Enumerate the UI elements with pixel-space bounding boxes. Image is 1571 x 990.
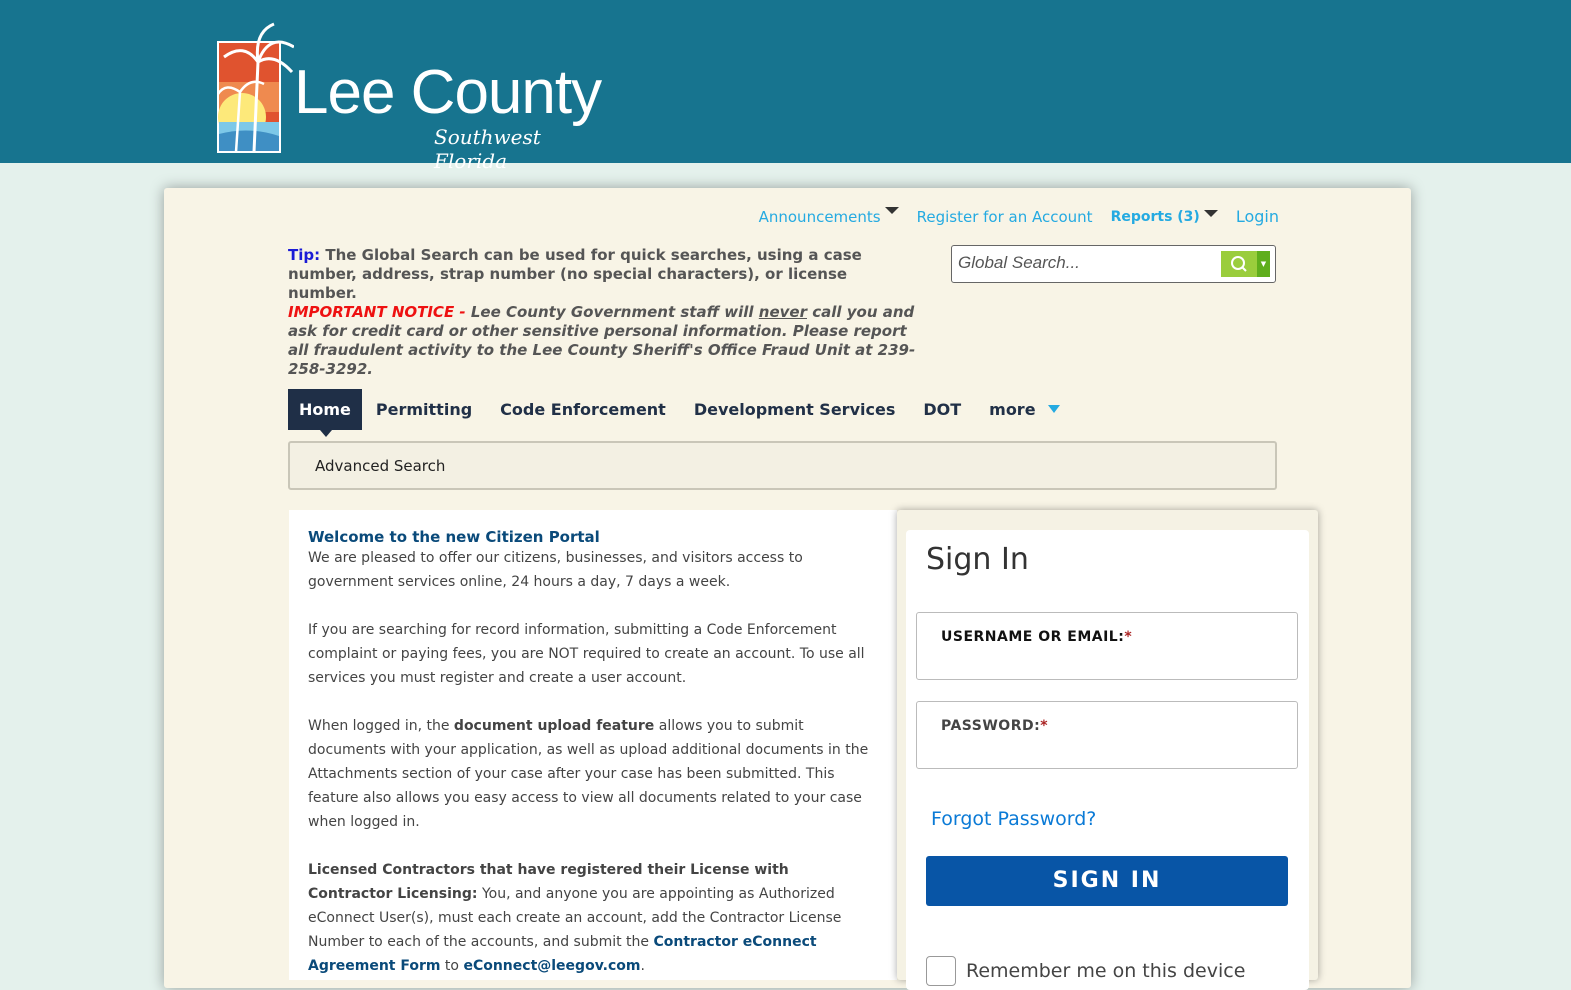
- password-label: PASSWORD:: [941, 718, 1041, 734]
- caret-down-icon: [1204, 210, 1218, 217]
- notice-text-2: call you and ask for credit card or other sensitive personal information. Please report all fraudulent activity to the Lee County Sheriff's Office Fraud Unit at 239-258-3292.: [288, 303, 916, 378]
- agreement-form-link[interactable]: Contractor eConnect Agreement Form: [308, 934, 817, 974]
- notice-label: IMPORTANT NOTICE -: [288, 303, 471, 321]
- nav-more-label: more: [989, 400, 1036, 419]
- welcome-paragraph: We are pleased to offer our citizens, businesses, and visitors access to government services online, 24 hours a day, 7 days a week.: [308, 550, 803, 590]
- announcements-label: Announcements: [758, 208, 881, 226]
- sign-in-panel: [897, 510, 1318, 980]
- tip-text: The Global Search can be used for quick searches, using a case number, address, strap number (no special characters), or license number.: [288, 246, 862, 302]
- lee-county-logo[interactable]: [214, 22, 614, 173]
- nav-permitting[interactable]: Permitting: [375, 400, 473, 419]
- username-label: USERNAME OR EMAIL:: [941, 629, 1125, 645]
- tip-label: Tip:: [288, 246, 321, 264]
- remember-me: [926, 956, 1245, 986]
- upload-paragraph: [308, 714, 878, 834]
- contractor-paragraph: [308, 858, 878, 978]
- required-marker: *: [1040, 718, 1049, 734]
- sign-in-form: [906, 530, 1309, 990]
- logo-title: Lee County: [294, 58, 602, 127]
- register-link[interactable]: Register for an Account: [916, 207, 1093, 226]
- reports-label: Reports (3): [1110, 208, 1200, 225]
- top-links: [759, 207, 1279, 226]
- required-marker: *: [1124, 629, 1133, 645]
- search-button[interactable]: [1221, 251, 1257, 277]
- login-link[interactable]: Login: [1235, 207, 1279, 226]
- nav-dot[interactable]: DOT: [923, 400, 962, 419]
- text: .: [640, 958, 645, 974]
- remember-me-label: Remember me on this device: [966, 960, 1246, 982]
- sign-in-button[interactable]: SIGN IN: [926, 856, 1288, 906]
- text: allows you to submit documents with your application, as well as upload additional documents in the Attachments section of your case after your case has been submitted. This feature also allows you easy access to view all documents related to your case when logged in.: [308, 718, 869, 830]
- global-search: [951, 245, 1276, 283]
- nav-development-services[interactable]: Development Services: [693, 400, 896, 419]
- bold-text: document upload feature: [453, 718, 655, 734]
- text: When logged in, the: [308, 718, 454, 734]
- notice-text: Lee County Government staff will: [470, 303, 759, 321]
- welcome-title: Welcome to the new Citizen Portal: [308, 528, 600, 546]
- reports-link[interactable]: [1111, 209, 1218, 225]
- global-search-input[interactable]: [952, 246, 1212, 280]
- nav-more[interactable]: [975, 389, 1073, 430]
- announcements-link[interactable]: [759, 207, 899, 226]
- email-link[interactable]: eConnect@leegov.com: [463, 958, 641, 974]
- important-notice: [288, 303, 928, 379]
- main-nav: [288, 389, 1074, 430]
- search-options-dropdown[interactable]: ▼: [1257, 251, 1270, 277]
- caret-down-icon: [885, 207, 899, 214]
- welcome-content: [289, 510, 897, 980]
- search-tip: [288, 246, 888, 303]
- sign-in-title: Sign In: [926, 542, 1029, 577]
- site-header: [0, 0, 1571, 173]
- text: You, and anyone you are appointing as Authorized eConnect User(s), must each create an account, add the Contractor License Number to each of the accounts, and submit the: [308, 886, 842, 950]
- caret-down-icon: [1048, 405, 1060, 413]
- logo-subtitle: Southwest Florida: [434, 125, 541, 173]
- remember-me-checkbox[interactable]: [926, 956, 956, 986]
- forgot-password-link[interactable]: Forgot Password?: [931, 808, 1097, 830]
- account-info-paragraph: If you are searching for record information, submitting a Code Enforcement complaint or paying fees, you are NOT required to create an account. To use all services you must register and create a user account.: [308, 622, 865, 686]
- username-field[interactable]: [916, 612, 1298, 680]
- palm-tree-logo-icon: [214, 22, 294, 157]
- nav-home[interactable]: Home: [288, 389, 362, 430]
- search-icon: [1230, 255, 1248, 273]
- text: to: [440, 958, 464, 974]
- nav-code-enforcement[interactable]: Code Enforcement: [500, 400, 666, 419]
- notice-emphasis: never: [758, 303, 807, 321]
- advanced-search-link[interactable]: Advanced Search: [288, 441, 1277, 490]
- bold-text: Licensed Contractors that have registered their License with Contractor Licensing:: [308, 862, 789, 902]
- password-field[interactable]: [916, 701, 1298, 769]
